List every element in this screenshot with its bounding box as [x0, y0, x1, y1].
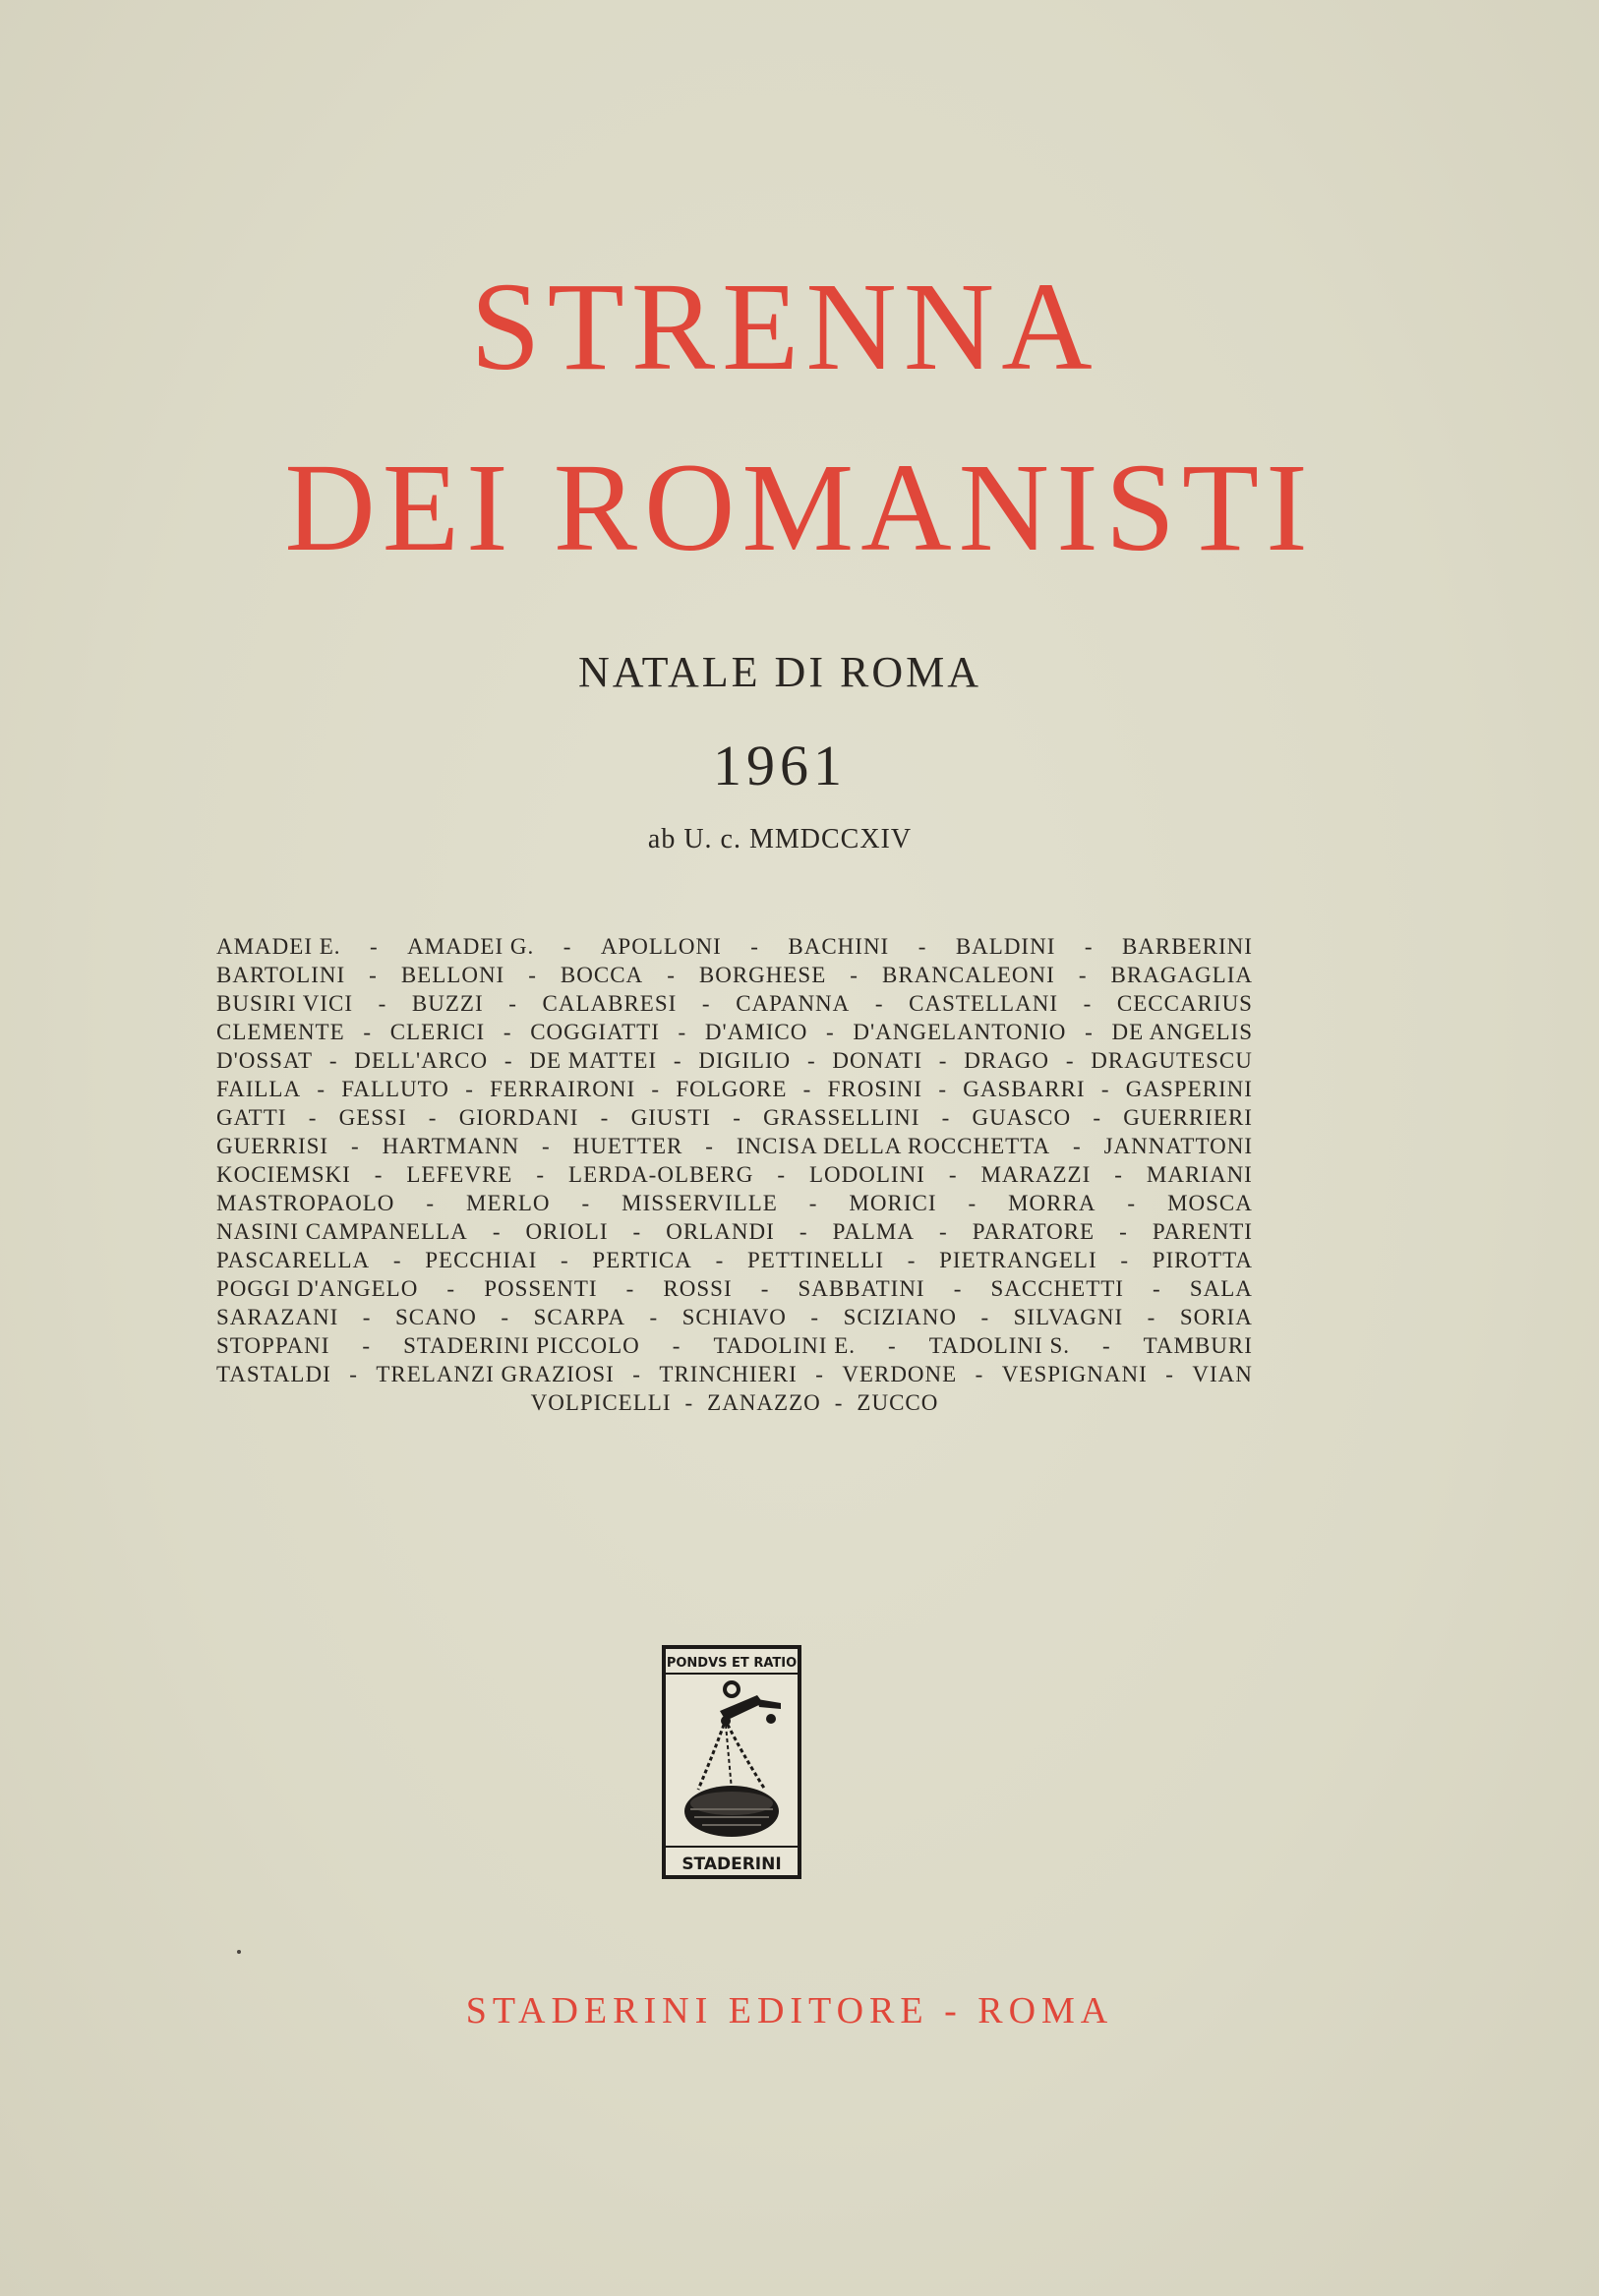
name-separator: -: [378, 991, 387, 1016]
author-name: ORIOLI: [525, 1219, 609, 1244]
author-name: BRANCALEONI: [881, 963, 1055, 987]
author-name: D'AMICO: [704, 1020, 808, 1044]
author-name: BRAGAGLIA: [1110, 963, 1253, 987]
name-separator: -: [750, 934, 759, 959]
name-separator: -: [503, 1048, 513, 1073]
author-name: FROSINI: [827, 1077, 923, 1101]
author-name: SCHIAVO: [681, 1305, 787, 1329]
author-name: VESPIGNANI: [1001, 1362, 1148, 1386]
author-name: GUASCO: [972, 1105, 1072, 1130]
author-line: [216, 961, 1253, 989]
name-separator: -: [907, 1248, 917, 1272]
name-separator: -: [503, 1020, 512, 1044]
author-name: FOLGORE: [676, 1077, 788, 1101]
author-name: BARBERINI: [1121, 934, 1253, 959]
title-line-1: STRENNA: [470, 257, 1099, 396]
author-name: KOCIEMSKI: [216, 1162, 351, 1187]
author-name: DELL'ARCO: [354, 1048, 489, 1073]
steelyard-scale-icon: [661, 1644, 802, 1880]
author-name: GATTI: [216, 1105, 287, 1130]
author-name: AMADEI G.: [407, 934, 535, 959]
author-name: LEFEVRE: [406, 1162, 513, 1187]
name-separator: -: [1165, 1362, 1174, 1386]
author-name: CLERICI: [389, 1020, 486, 1044]
name-separator: -: [542, 1134, 551, 1158]
name-separator: -: [363, 1020, 373, 1044]
name-separator: -: [350, 1134, 360, 1158]
author-name: FALLUTO: [341, 1077, 449, 1101]
year: 1961: [713, 734, 847, 797]
author-list: [216, 932, 1253, 1417]
name-separator: -: [563, 934, 572, 959]
name-separator: -: [948, 1162, 958, 1187]
name-separator: -: [888, 1333, 897, 1358]
author-name: CAPANNA: [736, 991, 851, 1016]
title-line-2: DEI ROMANISTI: [284, 438, 1315, 577]
author-name: SACCHETTI: [990, 1276, 1124, 1301]
name-separator: -: [874, 991, 884, 1016]
name-separator: -: [941, 1105, 951, 1130]
printer-mark-name: STADERINI: [681, 1854, 782, 1874]
name-separator: -: [975, 1362, 984, 1386]
name-separator: -: [374, 1162, 384, 1187]
author-name: MISSERVILLE: [622, 1191, 778, 1215]
name-separator: -: [649, 1305, 659, 1329]
author-name: STADERINI PICCOLO: [403, 1333, 640, 1358]
name-separator: -: [673, 1048, 682, 1073]
name-separator: -: [968, 1191, 977, 1215]
author-name: BACHINI: [788, 934, 890, 959]
author-name: PALMA: [832, 1219, 915, 1244]
author-name: PIETRANGELI: [939, 1248, 1097, 1272]
author-name: PARENTI: [1152, 1219, 1253, 1244]
name-separator: -: [528, 963, 537, 987]
name-separator: -: [760, 1276, 770, 1301]
name-separator: -: [815, 1362, 824, 1386]
name-separator: -: [369, 963, 378, 987]
name-separator: -: [308, 1105, 318, 1130]
occasion-subtitle: NATALE DI ROMA: [577, 648, 981, 696]
author-name: GASPERINI: [1125, 1077, 1253, 1101]
author-name: SARAZANI: [216, 1305, 339, 1329]
name-separator: -: [1078, 963, 1088, 987]
author-name: GASBARRI: [963, 1077, 1086, 1101]
author-line: [216, 1274, 1253, 1303]
author-name: BOCCA: [560, 963, 644, 987]
author-name: POGGI D'ANGELO: [216, 1276, 419, 1301]
name-separator: -: [1083, 991, 1093, 1016]
author-name: GIORDANI: [458, 1105, 579, 1130]
author-name: GUERRISI: [216, 1134, 329, 1158]
author-name: MARIANI: [1146, 1162, 1253, 1187]
paper-speck: [237, 1950, 241, 1954]
author-name: PERTICA: [592, 1248, 692, 1272]
name-separator: -: [806, 1048, 816, 1073]
author-line: [216, 1246, 1253, 1274]
name-separator: -: [508, 991, 517, 1016]
author-name: CECCARIUS: [1116, 991, 1253, 1016]
name-separator: -: [632, 1219, 642, 1244]
author-name: FAILLA: [216, 1077, 302, 1101]
name-separator: -: [625, 1276, 635, 1301]
name-separator: -: [370, 934, 379, 959]
author-name: DRAGO: [964, 1048, 1050, 1073]
author-name: SALA: [1189, 1276, 1253, 1301]
name-separator: -: [349, 1362, 358, 1386]
author-line: [216, 1303, 1253, 1331]
name-separator: -: [362, 1333, 372, 1358]
name-separator: -: [428, 1105, 438, 1130]
name-separator: -: [317, 1077, 326, 1101]
author-name: LERDA-OLBERG: [568, 1162, 754, 1187]
author-line: [216, 1331, 1253, 1360]
author-name: POSSENTI: [484, 1276, 598, 1301]
name-separator: -: [426, 1191, 436, 1215]
printer-mark-motto: PONDVS ET RATIO: [666, 1656, 798, 1671]
ab-urbe-condita-year: ab U. c. MMDCCXIV: [647, 824, 913, 854]
name-separator: -: [953, 1276, 963, 1301]
name-separator: -: [1120, 1248, 1129, 1272]
name-separator: -: [465, 1077, 474, 1101]
author-line: [216, 1160, 1253, 1189]
name-separator: -: [1127, 1191, 1137, 1215]
author-name: PETTINELLI: [747, 1248, 885, 1272]
author-name: GESSI: [338, 1105, 407, 1130]
author-name: TRELANZI GRAZIOSI: [376, 1362, 615, 1386]
name-separator: -: [1119, 1219, 1128, 1244]
name-separator: -: [938, 1077, 948, 1101]
name-separator: -: [799, 1219, 808, 1244]
author-name: BUSIRI VICI: [216, 991, 354, 1016]
name-separator: -: [1114, 1162, 1123, 1187]
author-line: [216, 1075, 1253, 1103]
author-name: STOPPANI: [216, 1333, 330, 1358]
author-name: AMADEI E.: [216, 934, 341, 959]
author-name: VOLPICELLI: [530, 1390, 672, 1415]
name-separator: -: [561, 1248, 569, 1272]
name-separator: -: [672, 1333, 681, 1358]
name-separator: -: [1102, 1333, 1111, 1358]
author-name: HUETTER: [572, 1134, 683, 1158]
name-separator: -: [701, 991, 711, 1016]
author-name: DIGILIO: [698, 1048, 792, 1073]
author-name: BUZZI: [411, 991, 484, 1016]
author-name: GRASSELLINI: [763, 1105, 920, 1130]
author-name: MORRA: [1008, 1191, 1096, 1215]
author-name: BELLONI: [400, 963, 505, 987]
author-name: SORIA: [1179, 1305, 1253, 1329]
name-separator: -: [492, 1219, 502, 1244]
name-separator: -: [808, 1191, 818, 1215]
name-separator: -: [939, 1219, 948, 1244]
author-name: INCISA DELLA ROCCHETTA: [736, 1134, 1051, 1158]
author-name: PIROTTA: [1152, 1248, 1253, 1272]
name-separator: -: [501, 1305, 510, 1329]
author-name: JANNATTONI: [1103, 1134, 1253, 1158]
name-separator: -: [733, 1105, 741, 1130]
author-name: FERRAIRONI: [490, 1077, 636, 1101]
name-separator: -: [802, 1077, 812, 1101]
name-separator: -: [850, 963, 859, 987]
name-separator: -: [1085, 1020, 1094, 1044]
author-name: DE MATTEI: [529, 1048, 658, 1073]
author-name: ZANAZZO: [707, 1390, 821, 1415]
author-name: SABBATINI: [798, 1276, 925, 1301]
author-name: BARTOLINI: [216, 963, 346, 987]
author-name: DRAGUTESCU: [1091, 1048, 1253, 1073]
name-separator: -: [1065, 1048, 1075, 1073]
author-name: PARATORE: [972, 1219, 1096, 1244]
name-separator: -: [705, 1134, 714, 1158]
author-name: GIUSTI: [630, 1105, 711, 1130]
author-name: DE ANGELIS: [1111, 1020, 1253, 1044]
author-name: VERDONE: [842, 1362, 958, 1386]
author-name: NASINI CAMPANELLA: [216, 1219, 468, 1244]
author-line: [216, 1132, 1253, 1160]
author-line: [216, 1217, 1253, 1246]
author-name: TADOLINI E.: [713, 1333, 857, 1358]
name-separator: -: [446, 1276, 456, 1301]
author-name: CASTELLANI: [909, 991, 1058, 1016]
name-separator: -: [678, 1020, 687, 1044]
author-name: MORICI: [849, 1191, 937, 1215]
author-name: TASTALDI: [216, 1362, 331, 1386]
author-name: VIAN: [1192, 1362, 1253, 1386]
name-separator: -: [980, 1305, 990, 1329]
name-separator: -: [651, 1077, 661, 1101]
name-separator: -: [777, 1162, 786, 1187]
author-name: MASTROPAOLO: [216, 1191, 395, 1215]
name-separator: -: [1153, 1276, 1161, 1301]
name-separator: -: [826, 1020, 835, 1044]
name-separator: -: [1093, 1105, 1102, 1130]
author-name: TAMBURI: [1143, 1333, 1253, 1358]
name-separator: -: [715, 1248, 725, 1272]
name-separator: -: [632, 1362, 641, 1386]
author-name: ZUCCO: [857, 1390, 939, 1415]
author-name: SCIZIANO: [843, 1305, 957, 1329]
author-name: LODOLINI: [808, 1162, 925, 1187]
author-name: BALDINI: [955, 934, 1056, 959]
author-name: D'OSSAT: [216, 1048, 314, 1073]
name-separator: -: [600, 1105, 610, 1130]
author-name: ROSSI: [663, 1276, 733, 1301]
name-separator: -: [581, 1191, 591, 1215]
author-line: [216, 1388, 1253, 1417]
name-separator: -: [918, 934, 927, 959]
author-name: SILVAGNI: [1013, 1305, 1124, 1329]
author-line: [216, 932, 1253, 961]
author-name: MOSCA: [1167, 1191, 1253, 1215]
name-separator: -: [1084, 934, 1094, 959]
name-separator: -: [392, 1248, 402, 1272]
author-name: GUERRIERI: [1123, 1105, 1253, 1130]
name-separator: -: [362, 1305, 372, 1329]
name-separator: -: [938, 1048, 948, 1073]
author-name: APOLLONI: [600, 934, 722, 959]
author-line: [216, 1360, 1253, 1388]
author-name: COGGIATTI: [530, 1020, 660, 1044]
author-line: [216, 1046, 1253, 1075]
author-name: MERLO: [466, 1191, 551, 1215]
author-name: PASCARELLA: [216, 1248, 371, 1272]
author-name: TADOLINI S.: [928, 1333, 1070, 1358]
author-name: D'ANGELANTONIO: [853, 1020, 1067, 1044]
author-line: [216, 989, 1253, 1018]
name-separator: -: [328, 1048, 338, 1073]
author-name: MARAZZI: [980, 1162, 1092, 1187]
author-name: ORLANDI: [666, 1219, 775, 1244]
name-separator: -: [1072, 1134, 1082, 1158]
name-separator: -: [810, 1305, 820, 1329]
author-name: BORGHESE: [698, 963, 827, 987]
author-name: CALABRESI: [542, 991, 678, 1016]
name-separator: -: [667, 963, 676, 987]
author-line: [216, 1018, 1253, 1046]
author-name: CLEMENTE: [216, 1020, 345, 1044]
printer-mark: [661, 1644, 802, 1880]
name-separator: -: [684, 1390, 694, 1415]
name-separator: -: [1147, 1305, 1156, 1329]
author-name: SCARPA: [533, 1305, 625, 1329]
name-separator: -: [834, 1390, 844, 1415]
author-line: [216, 1189, 1253, 1217]
author-name: HARTMANN: [382, 1134, 520, 1158]
publisher-imprint: STADERINI EDITORE - ROMA: [465, 1990, 1114, 2031]
author-name: PECCHIAI: [425, 1248, 538, 1272]
author-name: DONATI: [832, 1048, 923, 1073]
author-line: [216, 1103, 1253, 1132]
author-name: SCANO: [394, 1305, 477, 1329]
author-name: TRINCHIERI: [659, 1362, 798, 1386]
name-separator: -: [536, 1162, 546, 1187]
name-separator: -: [1100, 1077, 1110, 1101]
